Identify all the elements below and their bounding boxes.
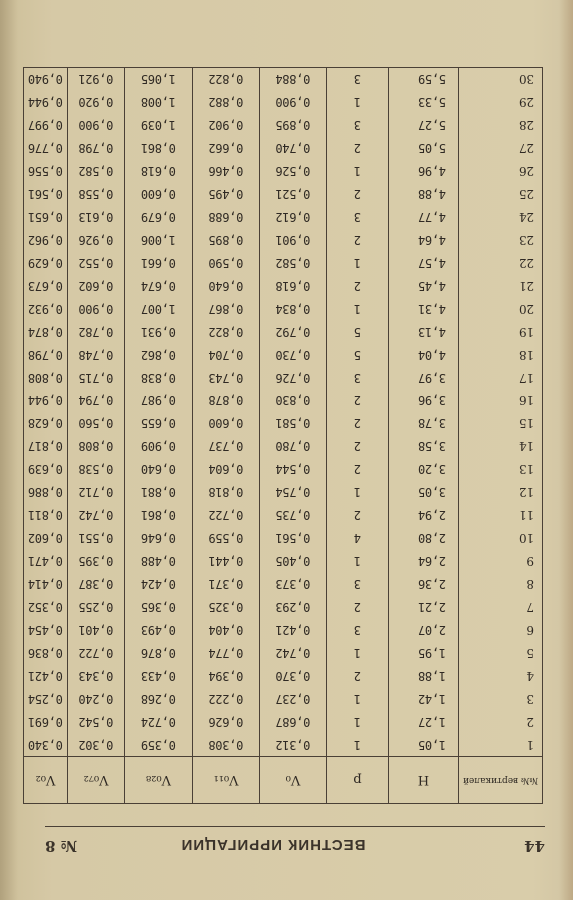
cell-v072: 0,920: [68, 91, 125, 114]
cell-v028: 0,618: [125, 160, 193, 183]
cell-v028: 0,931: [125, 320, 193, 343]
running-head: [0, 816, 573, 900]
cell-v028: 0,881: [125, 481, 193, 504]
cell-v028: 0,493: [125, 618, 193, 641]
cell-v028: 0,661: [125, 251, 193, 274]
cell-v011: 0,600: [193, 412, 260, 435]
cell-H: 3,20: [389, 458, 459, 481]
table-row: [24, 595, 543, 618]
table-row: [24, 550, 543, 573]
cell-v0: 0,735: [260, 504, 327, 527]
cell-v011: 0,640: [193, 274, 260, 297]
cell-v02: 0,932: [24, 297, 68, 320]
cell-v072: 0,742: [68, 504, 125, 527]
cell-p: 2: [327, 595, 389, 618]
cell-v011: 0,404: [193, 618, 260, 641]
cell-n: 13: [459, 458, 543, 481]
cell-p: 1: [327, 481, 389, 504]
cell-H: 4,64: [389, 228, 459, 251]
cell-p: 2: [327, 274, 389, 297]
cell-v072: 0,302: [68, 733, 125, 756]
table-row: [24, 733, 543, 756]
cell-v072: 0,602: [68, 274, 125, 297]
cell-v02: 0,874: [24, 320, 68, 343]
cell-v0: 0,544: [260, 458, 327, 481]
cell-H: 4,77: [389, 206, 459, 229]
cell-v072: 0,748: [68, 343, 125, 366]
cell-p: 1: [327, 733, 389, 756]
cell-v011: 0,867: [193, 297, 260, 320]
cell-v02: 0,414: [24, 573, 68, 596]
cell-v011: 0,722: [193, 504, 260, 527]
cell-n: 7: [459, 595, 543, 618]
cell-v072: 0,401: [68, 618, 125, 641]
cell-v028: 0,424: [125, 573, 193, 596]
cell-v072: 0,343: [68, 664, 125, 687]
cell-p: 2: [327, 183, 389, 206]
cell-v011: 0,822: [193, 320, 260, 343]
cell-v011: 0,737: [193, 435, 260, 458]
cell-p: 1: [327, 160, 389, 183]
cell-n: 11: [459, 504, 543, 527]
cell-n: 4: [459, 664, 543, 687]
cell-p: 2: [327, 458, 389, 481]
cell-v072: 0,613: [68, 206, 125, 229]
header-row: [24, 757, 543, 804]
table-row: [24, 91, 543, 114]
cell-p: 1: [327, 91, 389, 114]
cell-v072: 0,926: [68, 228, 125, 251]
cell-v011: 0,895: [193, 228, 260, 251]
cell-p: 1: [327, 687, 389, 710]
cell-v011: 0,495: [193, 183, 260, 206]
cell-v011: 0,626: [193, 710, 260, 733]
cell-H: 4,04: [389, 343, 459, 366]
table-row: [24, 67, 543, 90]
column-header-v072: V₀₇₂: [68, 757, 125, 804]
cell-v0: 0,581: [260, 412, 327, 435]
cell-v072: 0,395: [68, 550, 125, 573]
cell-v072: 0,900: [68, 297, 125, 320]
cell-v028: 0,488: [125, 550, 193, 573]
cell-v0: 0,405: [260, 550, 327, 573]
cell-v0: 0,901: [260, 228, 327, 251]
cell-v0: 0,526: [260, 160, 327, 183]
cell-v028: 0,876: [125, 641, 193, 664]
table-row: [24, 687, 543, 710]
cell-v02: 0,628: [24, 412, 68, 435]
cell-H: 1,05: [389, 733, 459, 756]
cell-v011: 0,394: [193, 664, 260, 687]
cell-p: 3: [327, 366, 389, 389]
cell-H: 1,88: [389, 664, 459, 687]
cell-v011: 0,743: [193, 366, 260, 389]
cell-n: 23: [459, 228, 543, 251]
column-header-H: H: [389, 757, 459, 804]
cell-v028: 0,600: [125, 183, 193, 206]
cell-n: 26: [459, 160, 543, 183]
cell-v011: 0,590: [193, 251, 260, 274]
cell-H: 4,31: [389, 297, 459, 320]
table-row: [24, 389, 543, 412]
cell-v0: 0,830: [260, 389, 327, 412]
cell-p: 3: [327, 206, 389, 229]
cell-n: 28: [459, 114, 543, 137]
cell-v028: 0,838: [125, 366, 193, 389]
table-body: [24, 67, 543, 756]
cell-v011: 0,559: [193, 527, 260, 550]
header-rule: [45, 826, 545, 827]
cell-v0: 0,740: [260, 137, 327, 160]
cell-v011: 0,325: [193, 595, 260, 618]
cell-v072: 0,538: [68, 458, 125, 481]
table-row: [24, 183, 543, 206]
cell-v0: 0,742: [260, 641, 327, 664]
cell-v011: 0,466: [193, 160, 260, 183]
cell-H: 5,27: [389, 114, 459, 137]
cell-H: 3,97: [389, 366, 459, 389]
cell-v02: 0,886: [24, 481, 68, 504]
table-row: [24, 206, 543, 229]
cell-H: 2,80: [389, 527, 459, 550]
table-row: [24, 412, 543, 435]
cell-p: 2: [327, 228, 389, 251]
cell-H: 2,94: [389, 504, 459, 527]
cell-n: 29: [459, 91, 543, 114]
cell-v028: 0,909: [125, 435, 193, 458]
cell-v0: 0,792: [260, 320, 327, 343]
cell-p: 1: [327, 251, 389, 274]
cell-v02: 0,817: [24, 435, 68, 458]
table-row: [24, 435, 543, 458]
cell-v072: 0,782: [68, 320, 125, 343]
cell-p: 2: [327, 389, 389, 412]
cell-H: 2,21: [389, 595, 459, 618]
cell-H: 1,42: [389, 687, 459, 710]
cell-H: 3,58: [389, 435, 459, 458]
cell-v0: 0,237: [260, 687, 327, 710]
cell-v02: 0,798: [24, 343, 68, 366]
cell-v028: 1,007: [125, 297, 193, 320]
cell-v072: 0,900: [68, 114, 125, 137]
cell-p: 2: [327, 504, 389, 527]
measurements-table: [23, 67, 543, 804]
table-row: [24, 710, 543, 733]
cell-v02: 0,836: [24, 641, 68, 664]
cell-v011: 0,688: [193, 206, 260, 229]
cell-H: 4,88: [389, 183, 459, 206]
cell-v0: 0,612: [260, 206, 327, 229]
cell-v072: 0,712: [68, 481, 125, 504]
cell-v02: 0,673: [24, 274, 68, 297]
cell-v0: 0,582: [260, 251, 327, 274]
cell-v0: 0,561: [260, 527, 327, 550]
cell-p: 1: [327, 550, 389, 573]
cell-v011: 0,604: [193, 458, 260, 481]
cell-v011: 0,822: [193, 67, 260, 90]
page-number: 44: [524, 837, 545, 855]
table-row: [24, 297, 543, 320]
table-row: [24, 458, 543, 481]
table-row: [24, 618, 543, 641]
cell-v028: 0,679: [125, 206, 193, 229]
cell-v072: 0,387: [68, 573, 125, 596]
cell-n: 21: [459, 274, 543, 297]
cell-v0: 0,618: [260, 274, 327, 297]
cell-v02: 0,808: [24, 366, 68, 389]
cell-p: 2: [327, 435, 389, 458]
cell-v0: 0,421: [260, 618, 327, 641]
column-header-v0: V₀: [260, 757, 327, 804]
cell-H: 1,27: [389, 710, 459, 733]
cell-v072: 0,921: [68, 67, 125, 90]
journal-title: ВЕСТНИК ИРРИГАЦИИ: [180, 836, 366, 853]
cell-v028: 0,862: [125, 343, 193, 366]
cell-n: 10: [459, 527, 543, 550]
table-header: [24, 757, 543, 804]
cell-v011: 0,222: [193, 687, 260, 710]
cell-v02: 0,254: [24, 687, 68, 710]
cell-v028: 0,861: [125, 504, 193, 527]
cell-H: 4,45: [389, 274, 459, 297]
cell-v028: 0,655: [125, 412, 193, 435]
cell-v028: 1,065: [125, 67, 193, 90]
table-row: [24, 481, 543, 504]
cell-n: 14: [459, 435, 543, 458]
cell-v0: 0,370: [260, 664, 327, 687]
table-row: [24, 320, 543, 343]
cell-v011: 0,371: [193, 573, 260, 596]
table-row: [24, 641, 543, 664]
cell-v02: 0,811: [24, 504, 68, 527]
cell-n: 1: [459, 733, 543, 756]
table-row: [24, 343, 543, 366]
cell-p: 5: [327, 320, 389, 343]
cell-p: 2: [327, 137, 389, 160]
cell-p: 5: [327, 343, 389, 366]
cell-v072: 0,542: [68, 710, 125, 733]
cell-v02: 0,944: [24, 91, 68, 114]
cell-H: 2,64: [389, 550, 459, 573]
cell-v02: 0,629: [24, 251, 68, 274]
cell-v072: 0,808: [68, 435, 125, 458]
cell-v0: 0,687: [260, 710, 327, 733]
cell-p: 3: [327, 618, 389, 641]
cell-p: 3: [327, 67, 389, 90]
cell-v072: 0,240: [68, 687, 125, 710]
cell-v0: 0,884: [260, 67, 327, 90]
cell-v0: 0,895: [260, 114, 327, 137]
cell-v02: 0,561: [24, 183, 68, 206]
cell-v0: 0,730: [260, 343, 327, 366]
table-row: [24, 160, 543, 183]
cell-v02: 0,944: [24, 389, 68, 412]
cell-v02: 0,340: [24, 733, 68, 756]
cell-v0: 0,373: [260, 573, 327, 596]
cell-n: 16: [459, 389, 543, 412]
cell-v02: 0,454: [24, 618, 68, 641]
cell-v011: 0,882: [193, 91, 260, 114]
table-row: [24, 366, 543, 389]
cell-H: 1,95: [389, 641, 459, 664]
cell-v02: 0,352: [24, 595, 68, 618]
cell-v072: 0,798: [68, 137, 125, 160]
cell-H: 2,36: [389, 573, 459, 596]
cell-p: 1: [327, 710, 389, 733]
cell-v0: 0,521: [260, 183, 327, 206]
cell-v0: 0,780: [260, 435, 327, 458]
cell-v072: 0,558: [68, 183, 125, 206]
cell-v0: 0,726: [260, 366, 327, 389]
cell-v02: 0,471: [24, 550, 68, 573]
cell-n: 12: [459, 481, 543, 504]
table-row: [24, 573, 543, 596]
table-row: [24, 114, 543, 137]
cell-n: 3: [459, 687, 543, 710]
table-row: [24, 228, 543, 251]
cell-H: 5,05: [389, 137, 459, 160]
table-row: [24, 274, 543, 297]
cell-v072: 0,552: [68, 251, 125, 274]
cell-v0: 0,900: [260, 91, 327, 114]
cell-p: 3: [327, 573, 389, 596]
cell-v028: 0,433: [125, 664, 193, 687]
cell-v02: 0,691: [24, 710, 68, 733]
cell-n: 19: [459, 320, 543, 343]
cell-v072: 0,794: [68, 389, 125, 412]
cell-v028: 0,724: [125, 710, 193, 733]
cell-p: 1: [327, 641, 389, 664]
cell-H: 3,96: [389, 389, 459, 412]
cell-v02: 0,962: [24, 228, 68, 251]
cell-v072: 0,255: [68, 595, 125, 618]
cell-v0: 0,754: [260, 481, 327, 504]
cell-H: 4,13: [389, 320, 459, 343]
cell-v028: 0,861: [125, 137, 193, 160]
cell-v028: 0,365: [125, 595, 193, 618]
column-header-n: №№ вертикалей: [459, 757, 543, 804]
cell-n: 15: [459, 412, 543, 435]
cell-v072: 0,722: [68, 641, 125, 664]
cell-v0: 0,834: [260, 297, 327, 320]
table-row: [24, 664, 543, 687]
table-row: [24, 251, 543, 274]
cell-v011: 0,662: [193, 137, 260, 160]
cell-n: 22: [459, 251, 543, 274]
cell-v011: 0,818: [193, 481, 260, 504]
cell-v011: 0,308: [193, 733, 260, 756]
cell-p: 4: [327, 527, 389, 550]
cell-H: 5,59: [389, 67, 459, 90]
cell-n: 30: [459, 67, 543, 90]
cell-v02: 0,602: [24, 527, 68, 550]
cell-p: 1: [327, 297, 389, 320]
cell-n: 9: [459, 550, 543, 573]
table-row: [24, 137, 543, 160]
issue-number: № 8: [45, 837, 77, 855]
cell-v028: 1,039: [125, 114, 193, 137]
table-row: [24, 504, 543, 527]
cell-H: 4,57: [389, 251, 459, 274]
cell-H: 3,05: [389, 481, 459, 504]
table-row: [24, 527, 543, 550]
cell-v028: 0,268: [125, 687, 193, 710]
column-header-v011: V₀₁₁: [193, 757, 260, 804]
cell-v02: 0,776: [24, 137, 68, 160]
cell-v028: 1,008: [125, 91, 193, 114]
cell-v028: 0,987: [125, 389, 193, 412]
cell-v072: 0,560: [68, 412, 125, 435]
cell-v011: 0,704: [193, 343, 260, 366]
cell-H: 3,78: [389, 412, 459, 435]
cell-p: 2: [327, 412, 389, 435]
cell-n: 17: [459, 366, 543, 389]
cell-v028: 0,646: [125, 527, 193, 550]
cell-n: 18: [459, 343, 543, 366]
cell-n: 25: [459, 183, 543, 206]
cell-n: 20: [459, 297, 543, 320]
cell-v0: 0,312: [260, 733, 327, 756]
cell-H: 4,96: [389, 160, 459, 183]
cell-n: 24: [459, 206, 543, 229]
cell-v02: 0,940: [24, 67, 68, 90]
column-header-v02: V₀₂: [24, 757, 68, 804]
cell-H: 2,07: [389, 618, 459, 641]
cell-v011: 0,774: [193, 641, 260, 664]
cell-v02: 0,556: [24, 160, 68, 183]
cell-v011: 0,441: [193, 550, 260, 573]
cell-v02: 0,421: [24, 664, 68, 687]
page-edge-shadow: [0, 0, 18, 900]
cell-p: 3: [327, 114, 389, 137]
cell-v011: 0,902: [193, 114, 260, 137]
cell-n: 6: [459, 618, 543, 641]
cell-v0: 0,293: [260, 595, 327, 618]
cell-n: 2: [459, 710, 543, 733]
cell-n: 8: [459, 573, 543, 596]
cell-v072: 0,582: [68, 160, 125, 183]
cell-n: 5: [459, 641, 543, 664]
cell-v011: 0,878: [193, 389, 260, 412]
cell-n: 27: [459, 137, 543, 160]
cell-v028: 1,006: [125, 228, 193, 251]
cell-v02: 0,651: [24, 206, 68, 229]
cell-v072: 0,715: [68, 366, 125, 389]
cell-v028: 0,359: [125, 733, 193, 756]
cell-v02: 0,997: [24, 114, 68, 137]
cell-v02: 0,639: [24, 458, 68, 481]
cell-v072: 0,551: [68, 527, 125, 550]
cell-v028: 0,674: [125, 274, 193, 297]
cell-H: 5,33: [389, 91, 459, 114]
cell-p: 2: [327, 664, 389, 687]
cell-v028: 0,640: [125, 458, 193, 481]
column-header-p: p: [327, 757, 389, 804]
column-header-v028: V₀₂₈: [125, 757, 193, 804]
